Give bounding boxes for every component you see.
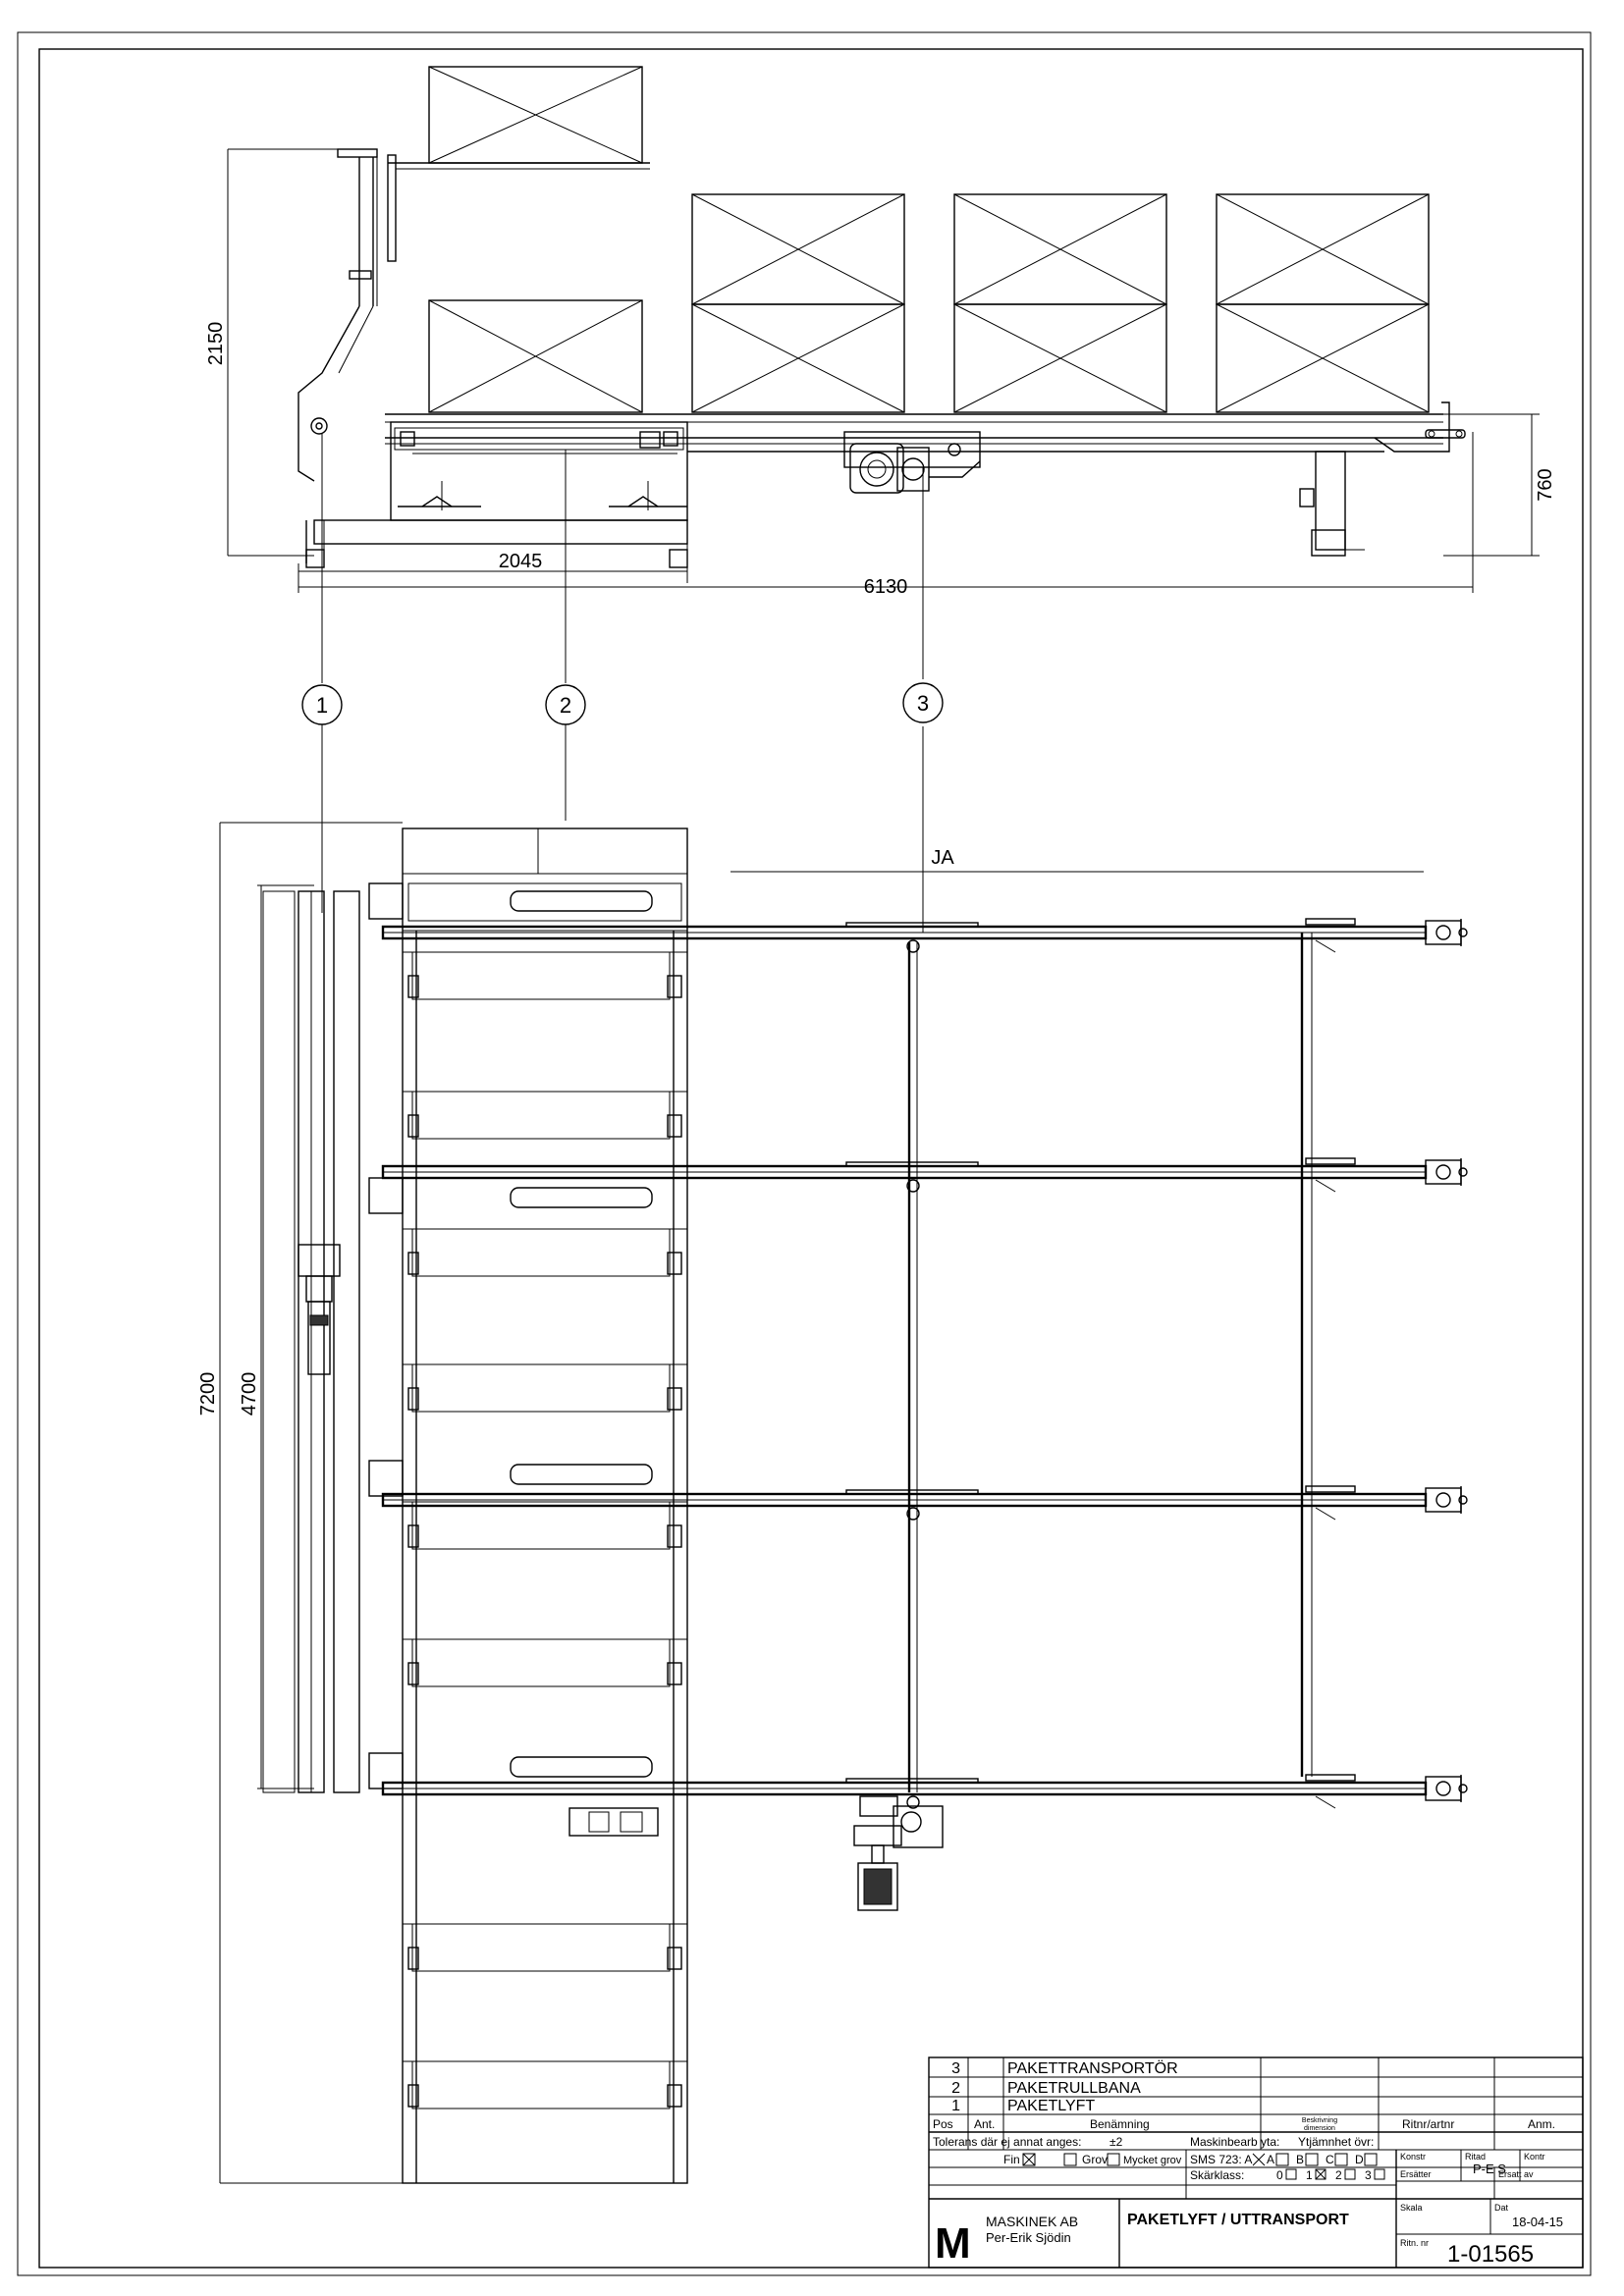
date-value: 18-04-15: [1512, 2215, 1564, 2229]
roller: [403, 1639, 687, 1686]
skarklass-checkbox: [1286, 2169, 1296, 2179]
roller: [403, 1924, 687, 1971]
drawing-title: PAKETLYFT / UTTRANSPORT: [1127, 2212, 1349, 2228]
roller: [403, 952, 687, 999]
skarklass-label: Skärklass:: [1190, 2168, 1245, 2182]
lift-mast: [298, 149, 650, 481]
sms-label: SMS 723: A: [1190, 2153, 1253, 2166]
chain: [383, 919, 1467, 952]
header-ant: Ant.: [974, 2117, 996, 2131]
part-row-3-pos: 3: [951, 2060, 960, 2077]
sms-checkboxes: [1253, 2153, 1377, 2166]
skarklass-checkboxes: [1276, 2168, 1384, 2182]
tolerance-grov-checkbox: [1064, 2154, 1076, 2165]
ritn-nr-label: Ritn. nr: [1400, 2238, 1430, 2248]
tolerance-mycket: Mycket grov: [1123, 2155, 1182, 2166]
plan-view: [197, 823, 1467, 2183]
company-person: Per-Erik Sjödin: [986, 2230, 1071, 2245]
dimension-2150-label: 2150: [205, 321, 227, 366]
part-row-1-pos: 1: [951, 2098, 960, 2114]
sms-option: D: [1355, 2153, 1364, 2166]
ritad-label: Ritad: [1465, 2152, 1487, 2162]
package-top-left: [429, 67, 642, 163]
header-beskrivning: Beskrivning: [1301, 2117, 1338, 2124]
outfeed-drive-motor: [854, 1796, 943, 1910]
part-row-2-pos: 2: [951, 2080, 960, 2097]
conveyor-chains: [383, 919, 1467, 1808]
tolerance-value: ±2: [1110, 2135, 1123, 2149]
sms-option: B: [1296, 2153, 1305, 2166]
tolerance-label: Tolerans där ej annat anges:: [933, 2135, 1082, 2149]
part-row-2-name: PAKETRULLBANA: [1007, 2080, 1141, 2097]
dimension-6130: [298, 432, 1473, 598]
dimension-7200: [197, 823, 403, 2183]
dimension-760-label: 760: [1535, 468, 1556, 502]
package-stack-2: [954, 194, 1166, 412]
right-support-leg: [1300, 452, 1365, 556]
roller: [403, 1092, 687, 1139]
tolerance-fin: Fin: [1003, 2153, 1020, 2166]
dimension-4700: [239, 885, 314, 1789]
part-row-1-name: PAKETLYFT: [1007, 2098, 1096, 2114]
roller-table-drive: [569, 1808, 658, 1836]
conveyor-beam: [385, 402, 1465, 452]
ersatter-label: Ersätter: [1400, 2169, 1432, 2179]
company-logo: M: [935, 2219, 971, 2268]
ritad-value: P-E S: [1473, 2162, 1506, 2176]
dimension-6130-label: 6130: [863, 576, 908, 598]
header-benamning: Benämning: [1090, 2117, 1150, 2131]
header-dimension: dimension: [1304, 2125, 1335, 2132]
roller: [403, 1502, 687, 1549]
ja-label: JA: [931, 847, 954, 869]
dimension-2045: [298, 530, 687, 583]
dimension-7200-label: 7200: [197, 1371, 219, 1416]
drawing-number: 1-01565: [1447, 2241, 1535, 2268]
package-lower-left: [429, 300, 642, 412]
title-block: [929, 2057, 1583, 2268]
elevation-view: [205, 67, 1556, 598]
dimension-760: [1443, 414, 1556, 556]
header-ritnr: Ritnr/artnr: [1402, 2117, 1455, 2131]
lift-assembly: [263, 883, 652, 1792]
tolerance-mycket-checkbox: [1108, 2154, 1119, 2165]
dat-label: Dat: [1494, 2203, 1509, 2213]
maskinbearb-label: Maskinbearb yta:: [1190, 2135, 1280, 2149]
sms-option: A: [1267, 2153, 1275, 2166]
skarklass-option: 2: [1335, 2168, 1342, 2182]
callout-1-label: 1: [315, 693, 329, 718]
package-stack-3: [1217, 194, 1429, 412]
rollers: [403, 931, 687, 2183]
skala-label: Skala: [1400, 2203, 1423, 2213]
skarklass-option: 0: [1276, 2168, 1283, 2182]
skarklass-option: 3: [1365, 2168, 1372, 2182]
chain: [383, 1486, 1467, 1520]
header-anm: Anm.: [1528, 2117, 1556, 2131]
dimension-4700-label: 4700: [239, 1371, 260, 1416]
ersatt-av-label: Ersatt av: [1498, 2169, 1534, 2179]
skarklass-checkbox: [1345, 2169, 1355, 2179]
skarklass-option: 1: [1306, 2168, 1313, 2182]
dimension-2150: [205, 149, 338, 556]
callout-2-label: 2: [559, 693, 572, 718]
sms-checkbox: [1335, 2154, 1347, 2165]
callout-3-label: 3: [916, 691, 930, 716]
roller: [403, 2061, 687, 2109]
sms-checkbox: [1306, 2154, 1318, 2165]
roller: [403, 1364, 687, 1412]
ytjamnhet-label: Ytjämnhet övr:: [1298, 2135, 1375, 2149]
header-pos: Pos: [933, 2117, 953, 2131]
part-row-3-name: PAKETTRANSPORTÖR: [1007, 2060, 1178, 2077]
chain: [383, 1158, 1467, 1192]
sheet-outer-border: [18, 32, 1591, 2275]
chain: [383, 1775, 1467, 1808]
company-name: MASKINEK AB: [986, 2214, 1079, 2229]
konstr-label: Konstr: [1400, 2152, 1427, 2162]
dimension-2045-label: 2045: [498, 551, 543, 572]
sms-checkbox: [1276, 2154, 1288, 2165]
tolerance-grov: Grov: [1082, 2153, 1109, 2166]
callouts: [302, 434, 943, 933]
package-stack-1: [692, 194, 904, 412]
sms-option: C: [1326, 2153, 1334, 2166]
roller: [403, 1229, 687, 1276]
conveyor-drive-unit: [844, 432, 980, 493]
sms-checkbox: [1365, 2154, 1377, 2165]
skarklass-checkbox: [1375, 2169, 1384, 2179]
kontr-label: Kontr: [1524, 2152, 1545, 2162]
